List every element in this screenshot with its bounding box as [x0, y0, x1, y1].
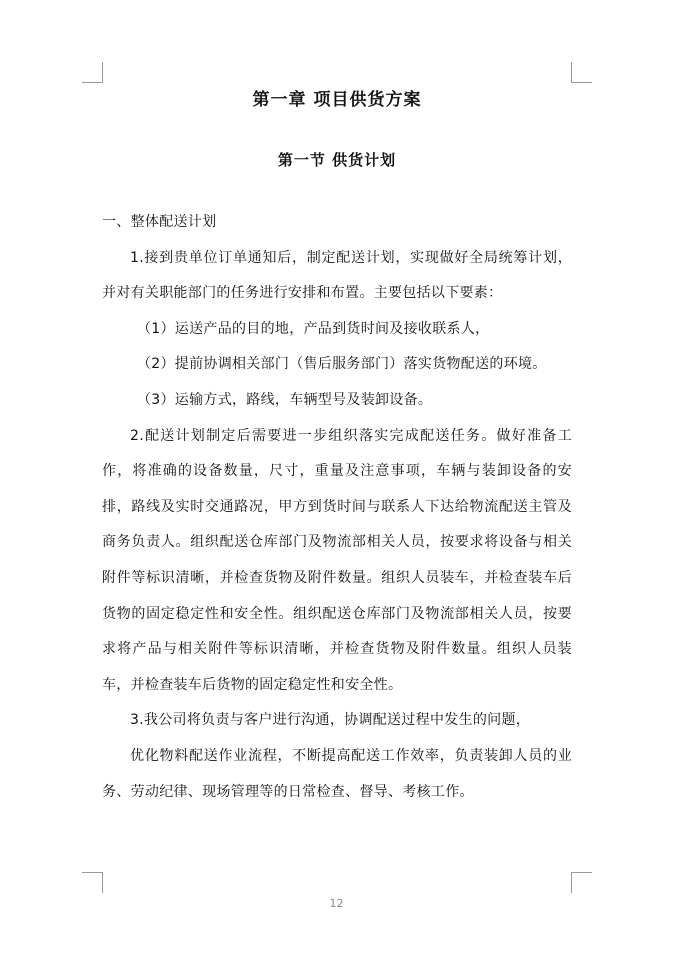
page-content: [102, 84, 572, 810]
paragraph-2: 2.配送计划制定后需要进一步组织落实完成配送任务。做好准备工作，将准确的设备数量，尺寸，重量及注意事项，车辆与装卸设备的安排，路线及实时交通路况，甲方到货时间与联系人下达给物流配送主管及商务负责人。组织配送仓库部门及物流部相关人员，按要求将设备与相关附件等标识清晰，并检查货物及附件数量。组织人员装车，并检查装车后货物的固定稳定性和安全性。组织配送仓库部门及物流部相关人员，按要求将产品与相关附件等标识清晰，并检查货物及附件数量。组织人员装车，并检查装车后货物的固定稳定性和安全性。: [102, 427, 572, 693]
crop-mark-top-right: [571, 62, 592, 83]
chapter-title: 第一章 项目供货方案: [252, 90, 422, 110]
paragraph-4: 优化物料配送作业流程，不断提高配送工作效率，负责装卸人员的业务、劳动纪律、现场管理等的日常检查、督导、考核工作。: [102, 747, 572, 800]
paragraph-1: 1.接到贵单位订单通知后，制定配送计划，实现做好全局统筹计划，并对有关职能部门的任务进行安排和布置。主要包括以下要素：: [102, 249, 572, 302]
body-text: [102, 205, 572, 810]
page-number: 12: [329, 897, 344, 910]
section-title: 第一节 供货计划: [277, 151, 397, 169]
crop-mark-top-left: [82, 62, 103, 83]
list-item-3: （3）运输方式，路线，车辆型号及装卸设备。: [137, 391, 433, 408]
heading-delivery-plan: 一、整体配送计划: [102, 214, 217, 230]
crop-mark-bottom-left: [82, 872, 103, 893]
paragraph-3: 3.我公司将负责与客户进行沟通，协调配送过程中发生的问题，: [130, 712, 531, 729]
list-item-2: （2）提前协调相关部门（售后服务部门）落实货物配送的环境。: [137, 356, 547, 373]
list-item-1: （1）运送产品的目的地，产品到货时间及接收联系人，: [137, 320, 490, 337]
crop-mark-bottom-right: [571, 872, 592, 893]
